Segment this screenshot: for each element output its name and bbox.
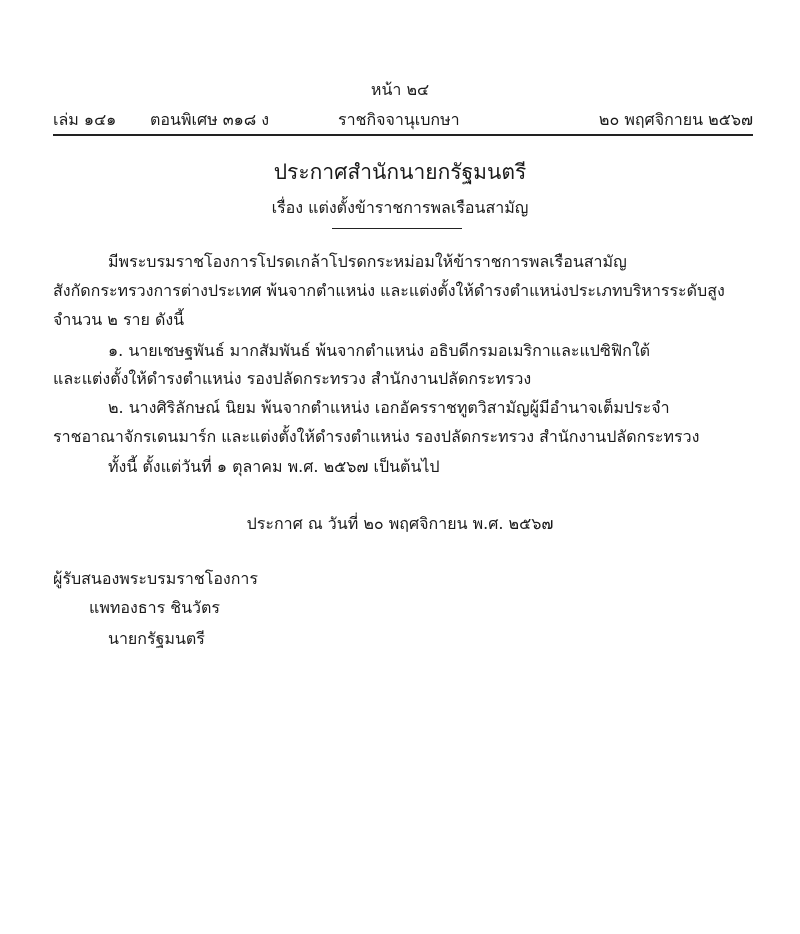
body-paragraph-line: มีพระบรมราชโองการโปรดเกล้าโปรดกระหม่อมให้ข้าราชการพลเรือนสามัญ (108, 252, 627, 271)
gazette-name: ราชกิจจานุเบกษา (338, 110, 460, 129)
gazette-volume: เล่ม ๑๔๑ (53, 110, 117, 129)
appointment-item-2-line: ราชอาณาจักรเดนมาร์ก และแต่งตั้งให้ดำรงตำแหน่ง รองปลัดกระทรวง สำนักงานปลัดกระทรวง (53, 427, 700, 446)
signer-title: นายกรัฐมนตรี (108, 629, 205, 648)
signer-name: แพทองธาร ชินวัตร (89, 598, 221, 617)
document-title: ประกาศสำนักนายกรัฐมนตรี (273, 160, 527, 184)
document-subject: เรื่อง แต่งตั้งข้าราชการพลเรือนสามัญ (271, 198, 529, 217)
countersign-label: ผู้รับสนองพระบรมราชโองการ (53, 569, 258, 588)
effective-date-line: ทั้งนี้ ตั้งแต่วันที่ ๑ ตุลาคม พ.ศ. ๒๕๖๗ เป็นต้นไป (108, 457, 440, 476)
body-paragraph-line: สังกัดกระทรวงการต่างประเทศ พ้นจากตำแหน่ง และแต่งตั้งให้ดำรงตำแหน่งประเภทบริหารระดับสูง (53, 281, 725, 300)
appointment-item-2-line: ๒. นางศิริลักษณ์ นิยม พ้นจากตำแหน่ง เอกอัครราชทูตวิสามัญผู้มีอำนาจเต็มประจำ (108, 398, 670, 417)
gazette-header (53, 108, 753, 132)
appointment-item-1-line: ๑. นายเชษฐพันธ์ มากสัมพันธ์ พ้นจากตำแหน่ง อธิบดีกรมอเมริกาและแปซิฟิกใต้ (108, 341, 651, 360)
body-paragraph-line: จำนวน ๒ ราย ดังนี้ (53, 310, 185, 329)
gazette-section: ตอนพิเศษ ๓๑๘ ง (150, 110, 270, 129)
header-divider (53, 134, 753, 136)
subject-divider (332, 228, 462, 229)
gazette-date: ๒๐ พฤศจิกายน ๒๕๖๗ (598, 110, 753, 129)
appointment-item-1-line: และแต่งตั้งให้ดำรงตำแหน่ง รองปลัดกระทรวง สำนักงานปลัดกระทรวง (53, 369, 532, 388)
announcement-date: ประกาศ ณ วันที่ ๒๐ พฤศจิกายน พ.ศ. ๒๕๖๗ (246, 514, 554, 533)
page-number: หน้า ๒๔ (370, 80, 430, 99)
